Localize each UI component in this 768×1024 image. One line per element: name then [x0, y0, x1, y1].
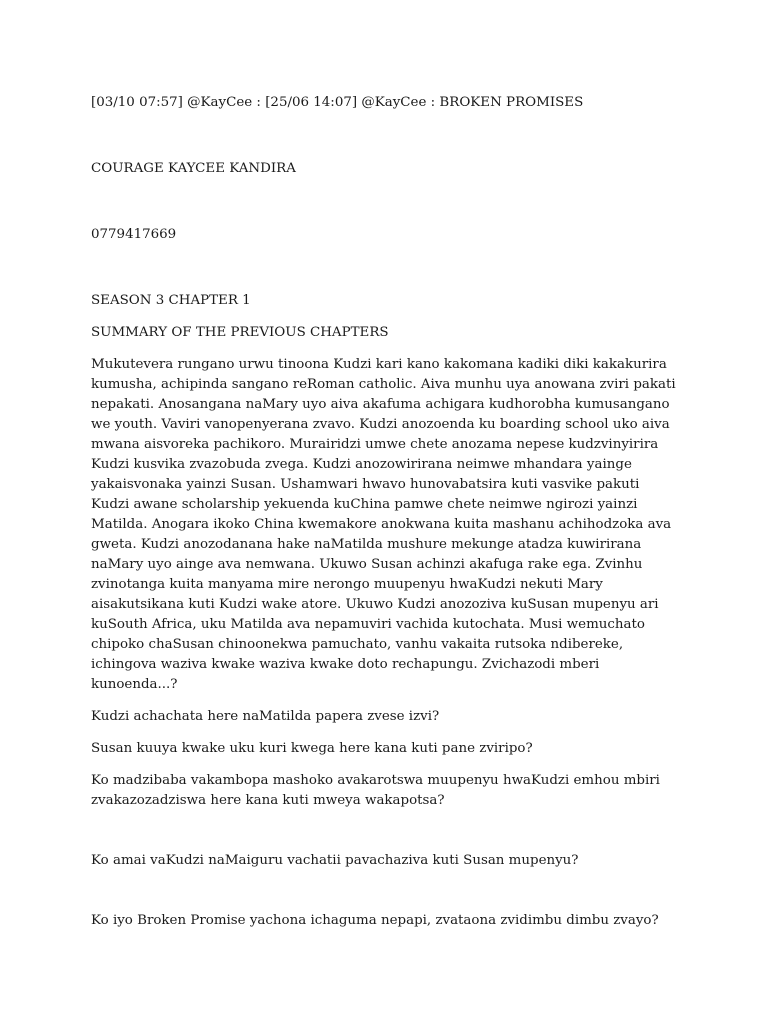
question-5: Ko iyo Broken Promise yachona ichaguma nepapi, zvataona zvidimbu dimbu zvayo?	[91, 913, 659, 928]
question-1: Kudzi achachata here naMatilda papera zvese izvi?	[91, 709, 440, 724]
summary-heading: SUMMARY OF THE PREVIOUS CHAPTERS	[91, 325, 389, 340]
summary-paragraph: Mukutevera rungano urwu tinoona Kudzi kari kano kakomana kadiki diki kakakurira kumusha, achipinda sangano reRoman catholic. Aiva munhu uya anowana zviri pakati nepakati. Anosangana naMary uyo aiva akafuma achigara kudhorobha kumusangano we youth. Vaviri vanopenyerana zvavo. Kudzi anozoenda ku boarding school uko aiva mwana aisvoreka pachikoro. Murairidzi umwe chete anozama nepese kudzvinyirira Kudzi kusvika zvazobuda zvega. Kudzi anozowirirana neimwe mhandara yainge yakaisvonaka yainzi Susan. Ushamwari hwavo hunovabatsira kuti vasvike pakuti Kudzi awane scholarship yekuenda kuChina pamwe chete neimwe ngirozi yainzi Matilda. Anogara ikoko China kwemakore anokwana kuita mashanu achihodzoka ava gweta. Kudzi anozodanana hake naMatilda mushure mekunge atadza kuwirirana naMary uyo ainge ava nemwana. Ukuwo Susan achinzi akafuga rake ega. Zvinhu zvinotanga kuita manyama mire nerongo muupenyu hwaKudzi nekuti Mary aisakutsikana kuti Kudzi wake atore. Ukuwo Kudzi anozoziva kuSusan mupenyu ari kuSouth Africa, uku Matilda ava nepamuviri vachida kutochata. Musi wemuchato chipoko chaSusan chinoonekwa pamuchato, vanhu vakaita rutsoka ndibereke, ichingova waziva kwake waziva kwake doto rechapungu. Zvichazodi mberi kunoenda...?	[91, 357, 676, 692]
chat-header-line: [03/10 07:57] @KayCee : [25/06 14:07] @KayCee : BROKEN PROMISES	[91, 95, 584, 110]
phone-number: 0779417669	[91, 227, 177, 242]
document-page	[91, 93, 681, 943]
question-2: Susan kuuya kwake uku kuri kwega here kana kuti pane zviripo?	[91, 741, 533, 756]
season-chapter-heading: SEASON 3 CHAPTER 1	[91, 293, 251, 308]
question-3: Ko madzibaba vakambopa mashoko avakarotswa muupenyu hwaKudzi emhou mbiri zvakazozadziswa here kana kuti mweya wakapotsa?	[91, 773, 660, 808]
question-4: Ko amai vaKudzi naMaiguru vachatii pavachaziva kuti Susan mupenyu?	[91, 853, 579, 868]
author-name: COURAGE KAYCEE KANDIRA	[91, 161, 296, 176]
